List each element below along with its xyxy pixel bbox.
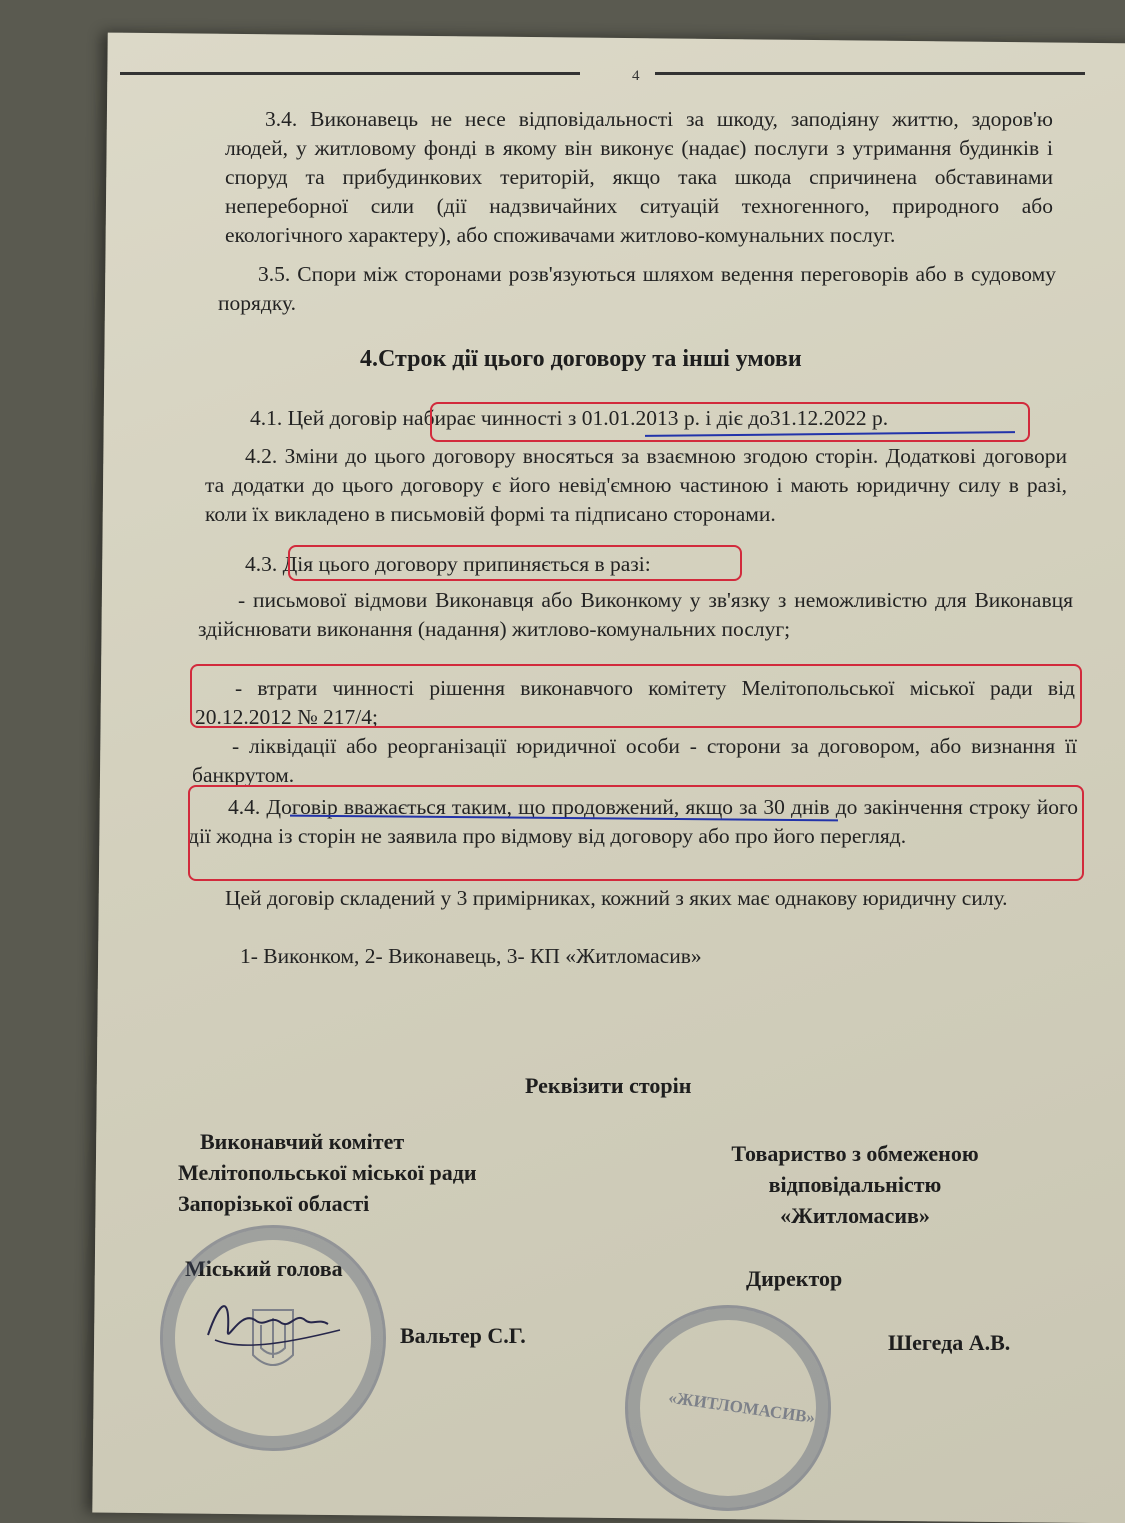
highlight-box-decision [190,664,1082,728]
right-party-name: Товариство з обмеженою відповідальністю «Житломасив» [731,1141,979,1228]
clause-4-3-item-a: - письмової відмови Виконавця або Виконкому у зв'язку з неможливістю для Виконавця здійснювати виконання (надання) житлово-комунальних послуг; [198,588,1073,641]
right-position: Директор [746,1266,843,1291]
highlight-box-extension [188,785,1084,881]
clause-4-2: 4.2. Зміни до цього договору вносяться за взаємною згодою сторін. Додаткові договори та додатки до цього договору є його невід'ємною частиною і мають юридичну силу в разі, коли їх викладено в письмовій формі та підписано сторонами. [205,444,1067,526]
left-party-name: Виконавчий комітет Мелітопольської міської ради Запорізької області [178,1129,477,1216]
clause-4-3: 4.3. Дія цього договору припиняється в разі: [245,552,651,576]
requisites-title: Реквізити сторін [525,1073,692,1098]
copies-note: Цей договір складений у 3 примірниках, кожний з яких має однакову юридичну силу. [225,886,1008,910]
section-4-heading: 4.Строк дії цього договору та інші умови [360,346,802,372]
clause-4-3-item-b: - втрати чинності рішення виконавчого комітету Мелітопольської міської ради від 20.12.2012 № 217/4; [195,676,1075,729]
signature-scribble [200,1290,350,1360]
right-signatory-name: Шегеда А.В. [888,1330,1011,1355]
copies-list: 1- Виконком, 2- Виконавець, 3- КП «Житломасив» [240,944,702,968]
clause-3-4: 3.4. Виконавець не несе відповідальності за шкоду, заподіяну життю, здоров'ю людей, у житловому фонді в якому він виконує (надає) послуги з утримання будинків і споруд та прибудинкових територій, якщо така шкода спричинена обставинами непереборної сили (дії надзвичайних ситуацій техногенного, природного або екологічного характеру), або споживачами житлово-комунальних послуг. [225,107,1053,247]
page-divider-right [655,72,1085,75]
left-position: Міський голова [185,1256,343,1281]
clause-4-3-item-c: - ліквідації або реорганізації юридичної особи - сторони за договором, або визнання її банкрутом. [192,734,1077,787]
clause-3-5: 3.5. Спори між сторонами розв'язуються шляхом ведення переговорів або в судовому порядку. [218,262,1056,315]
clause-4-1: 4.1. Цей договір набирає чинності з 01.01.2013 р. і діє до31.12.2022 р. [250,406,889,430]
clause-4-4: 4.4. Договір вважається таким, що продовжений, якщо за 30 днів до закінчення строку його дії жодна із сторін не заявила про відмову від договору або про його перегляд. [188,795,1078,848]
official-stamp-right: «ЖИТЛОМАСИВ» [625,1305,831,1511]
page-divider-left [120,72,580,75]
left-signatory-name: Вальтер С.Г. [400,1323,526,1348]
page-number: 4 [632,68,640,84]
highlight-box-termination [288,545,742,581]
